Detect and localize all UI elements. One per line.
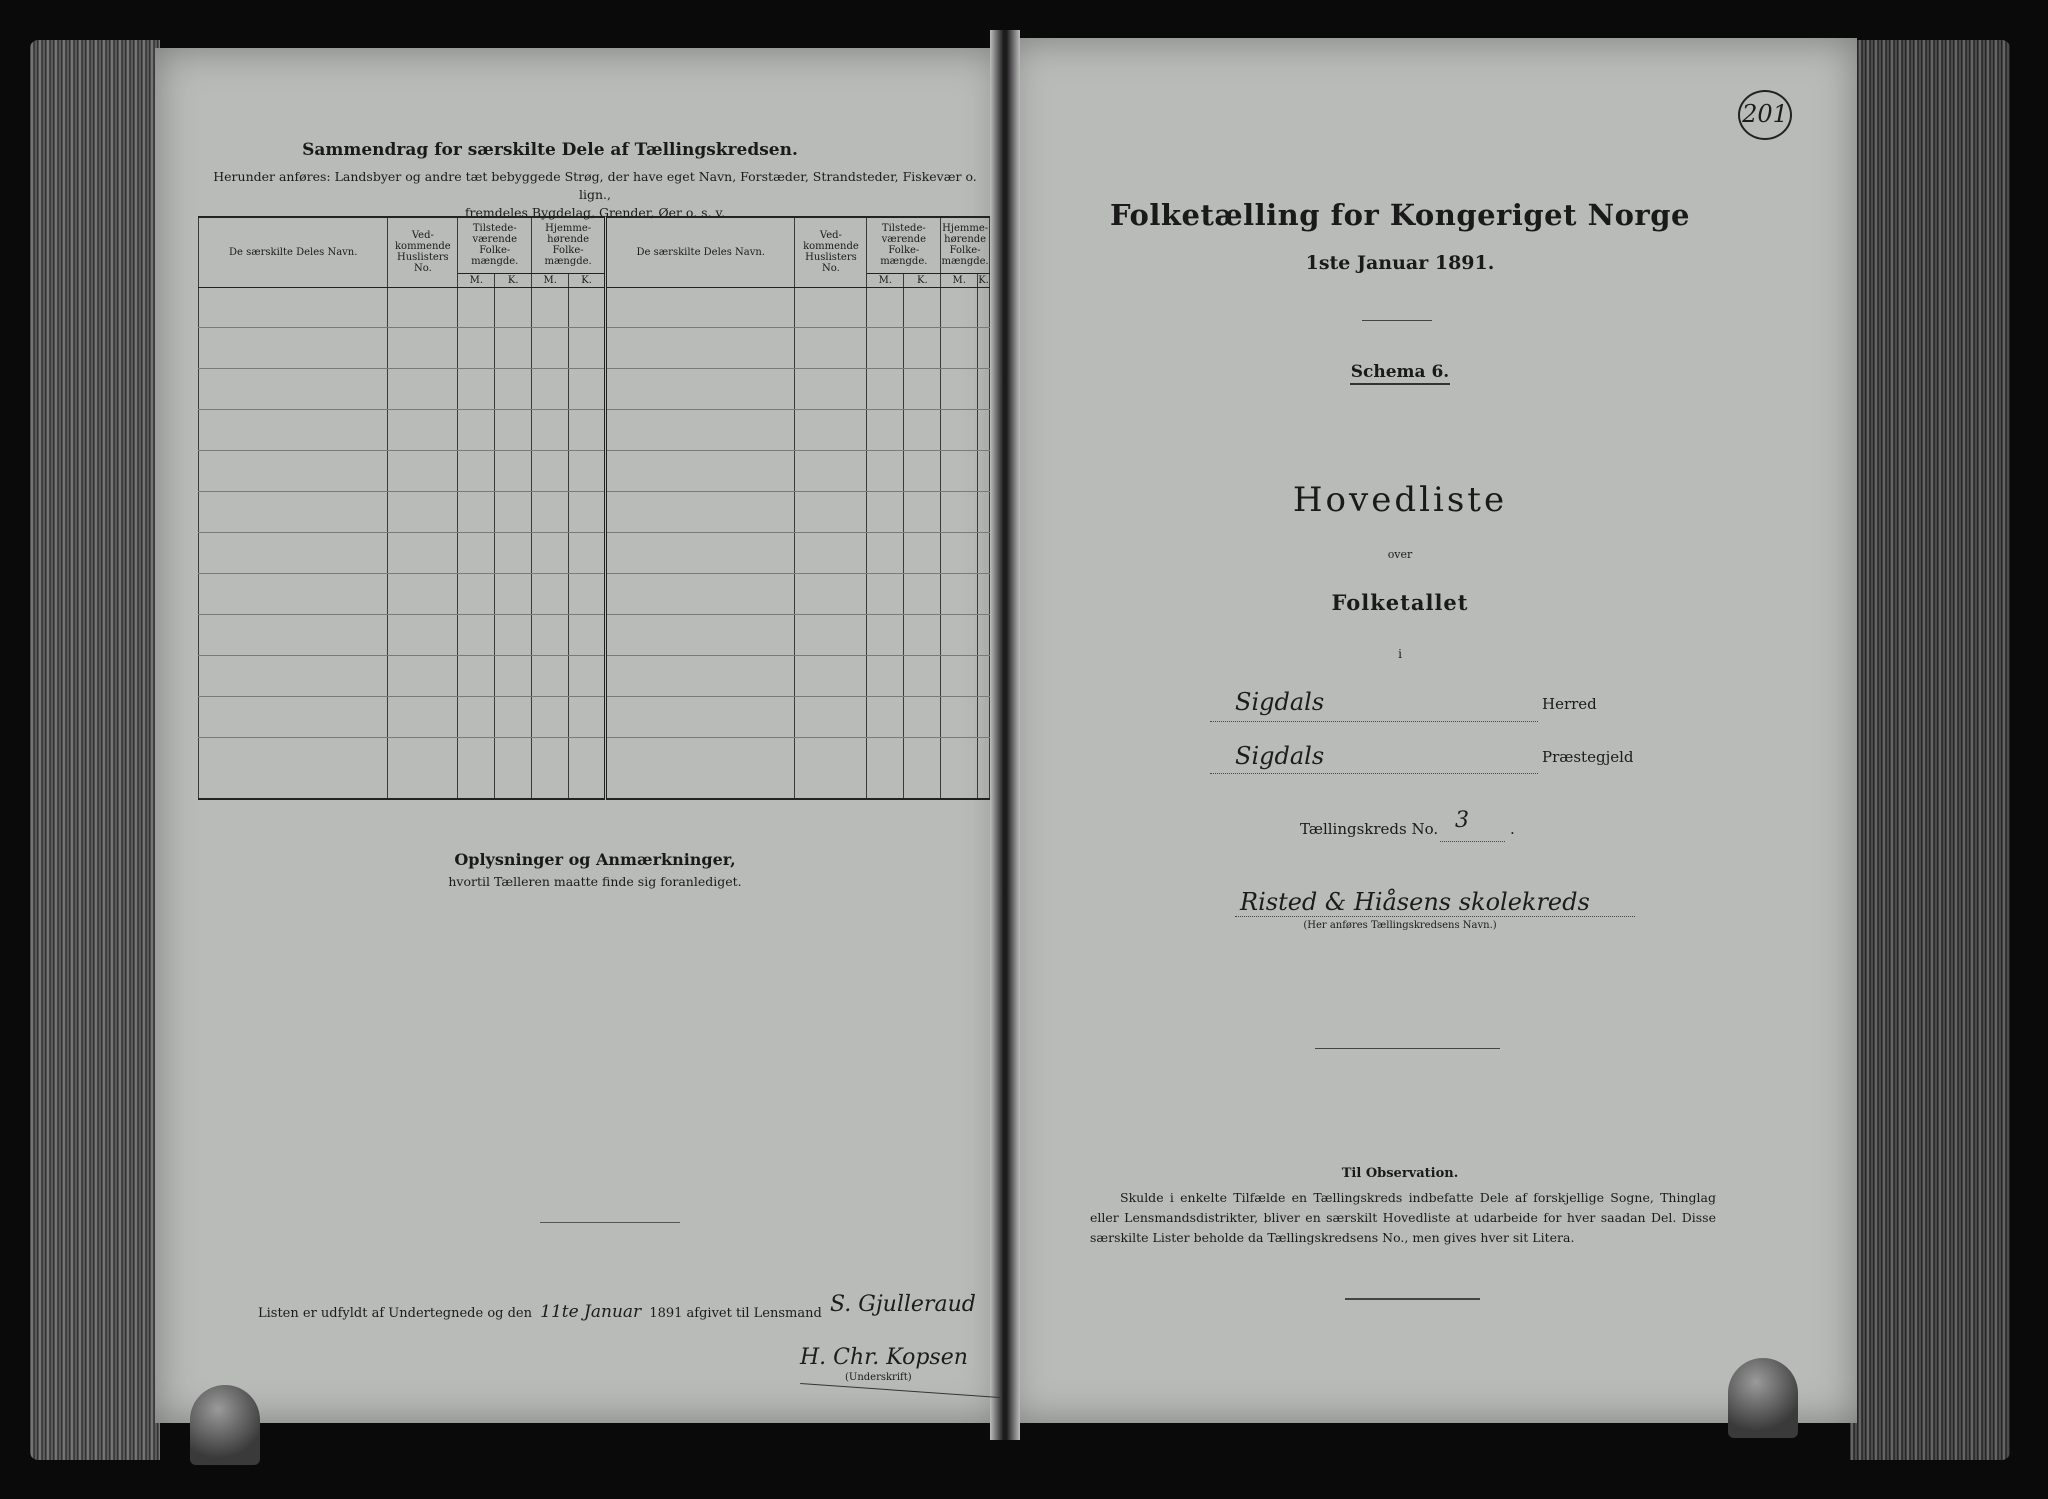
col-header-present-2: Tilstede-værende Folke-mængde. bbox=[867, 217, 941, 273]
col-header-resident-2: Hjemme-hørende Folke-mængde. bbox=[941, 217, 990, 273]
col-header-list-no-2: Ved-kommende Huslisters No. bbox=[795, 217, 867, 287]
table-row bbox=[199, 697, 990, 738]
herred-line bbox=[1210, 721, 1538, 722]
book-edge-left bbox=[30, 40, 160, 1460]
col-m: M. bbox=[532, 273, 569, 287]
over-label: over bbox=[1387, 548, 1413, 561]
table-row bbox=[199, 369, 990, 410]
summary-table bbox=[198, 216, 990, 800]
kreds-value: 3 bbox=[1455, 808, 1469, 833]
underskrift-label: (Underskrift) bbox=[845, 1372, 912, 1383]
kreds-name-line bbox=[1235, 916, 1635, 917]
herred-value: Sigdals bbox=[1235, 688, 1325, 716]
signature-text-before: Listen er udfyldt af Undertegnede og den bbox=[258, 1306, 532, 1321]
census-date: 1ste Januar 1891. bbox=[1305, 252, 1495, 274]
book-gutter bbox=[990, 30, 1020, 1440]
divider bbox=[1315, 1048, 1500, 1049]
table-row bbox=[199, 737, 990, 799]
signature-1: S. Gjulleraud bbox=[830, 1292, 976, 1317]
summary-subtitle-line1: Herunder anføres: Landsbyer og andre tæt bebyggede Strøg, der have eget Navn, Forstæder, Strandsteder, Fiskevær o. lign., bbox=[213, 169, 977, 202]
remarks-subtitle: hvortil Tælleren maatte finde sig foranlediget. bbox=[448, 874, 742, 889]
table-row bbox=[199, 656, 990, 697]
divider bbox=[540, 1222, 680, 1223]
summary-subtitle bbox=[200, 168, 990, 222]
col-k: K. bbox=[904, 273, 941, 287]
signature-date: 11te Januar bbox=[540, 1302, 642, 1322]
prestegjeld-line bbox=[1210, 773, 1538, 774]
col-k: K. bbox=[495, 273, 532, 287]
signature-statement bbox=[258, 1302, 822, 1322]
thumb-right bbox=[1728, 1358, 1798, 1438]
main-heading: Hovedliste bbox=[1292, 480, 1508, 520]
summary-subtitle-line2: fremdeles Bygdelag, Grender, Øer o. s. v. bbox=[464, 205, 726, 220]
signature-2: H. Chr. Kopsen bbox=[800, 1345, 968, 1370]
col-header-present: Tilstede-værende Folke-mængde. bbox=[458, 217, 532, 273]
table-row bbox=[199, 615, 990, 656]
table-row bbox=[199, 451, 990, 492]
census-title: Folketælling for Kongeriget Norge bbox=[1110, 198, 1690, 232]
kreds-name-hint: (Her anføres Tællingskredsens Navn.) bbox=[1303, 920, 1497, 931]
table-row bbox=[199, 492, 990, 533]
table-row bbox=[199, 533, 990, 574]
col-header-resident: Hjemme-hørende Folke-mængde. bbox=[532, 217, 606, 273]
schema-label: Schema 6. bbox=[1350, 362, 1450, 382]
prestegjeld-label: Præstegjeld bbox=[1542, 748, 1634, 766]
kreds-dot: . bbox=[1510, 820, 1515, 838]
col-header-name-2: De særskilte Deles Navn. bbox=[606, 217, 795, 287]
summary-title: Sammendrag for særskilte Dele af Tællingskredsen. bbox=[302, 140, 798, 160]
table-row bbox=[199, 328, 990, 369]
table-row bbox=[199, 287, 990, 328]
kreds-line bbox=[1440, 841, 1505, 842]
i-label: i bbox=[1398, 647, 1402, 661]
schema-underline bbox=[1350, 383, 1450, 385]
observation-title: Til Observation. bbox=[1341, 1166, 1459, 1181]
col-header-list-no: Ved-kommende Huslisters No. bbox=[388, 217, 458, 287]
col-m: M. bbox=[458, 273, 495, 287]
page-number-stamp: 201 bbox=[1738, 90, 1792, 140]
folketallet-label: Folketallet bbox=[1331, 590, 1469, 615]
prestegjeld-value: Sigdals bbox=[1235, 742, 1325, 770]
remarks-title: Oplysninger og Anmærkninger, bbox=[454, 850, 736, 869]
table-row bbox=[199, 410, 990, 451]
observation-text: Skulde i enkelte Tilfælde en Tællingskreds indbefatte Dele af forskjellige Sogne, Thinglag eller Lensmandsdistrikter, bliver en særskilt Hovedliste at udarbeide for hver saadan Del. Disse særskilte Lister beholde da Tællingskredsens No., men gives hver sit Litera. bbox=[1090, 1190, 1716, 1245]
col-k: K. bbox=[978, 274, 989, 286]
herred-label: Herred bbox=[1542, 695, 1597, 713]
thumb-left bbox=[190, 1385, 260, 1465]
col-k: K. bbox=[569, 273, 606, 287]
signature-text-after: 1891 afgivet til Lensmand bbox=[649, 1306, 822, 1321]
table-row bbox=[199, 574, 990, 615]
book-edge-right bbox=[1850, 40, 2010, 1460]
kreds-name: Risted & Hiåsens skolekreds bbox=[1240, 888, 1590, 916]
divider bbox=[1345, 1298, 1480, 1300]
col-m: M. bbox=[941, 273, 978, 287]
kreds-label: Tællingskreds No. bbox=[1300, 820, 1439, 838]
col-m: M. bbox=[867, 273, 904, 287]
divider bbox=[1362, 320, 1432, 321]
col-header-name: De særskilte Deles Navn. bbox=[199, 217, 388, 287]
